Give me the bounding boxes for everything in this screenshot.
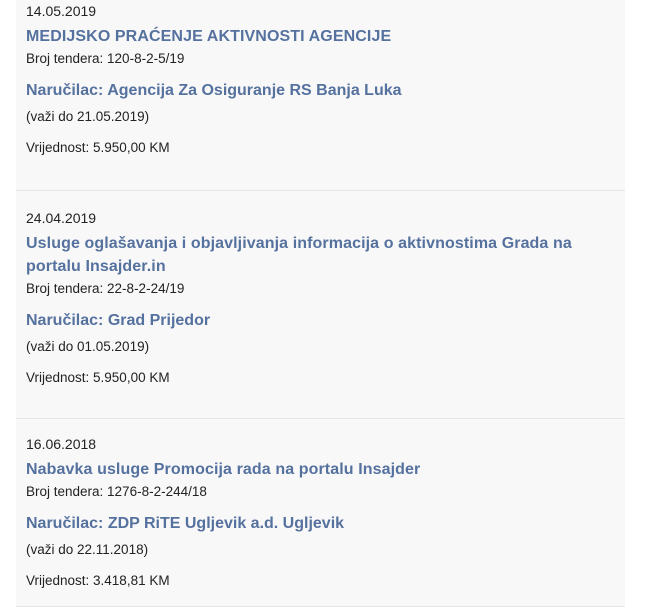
tender-card — [16, 419, 625, 607]
tender-client-link[interactable]: Naručilac: Grad Prijedor — [26, 312, 211, 329]
tender-valid-until: (važi do 22.11.2018) — [26, 542, 149, 557]
tender-title-link[interactable]: Nabavka usluge Promocija rada na portalu Insajder — [26, 461, 421, 478]
tender-title-link[interactable]: Usluge oglašavanja i objavljivanja informacija o aktivnostima Grada na portalu Insajder.in — [26, 235, 572, 275]
tender-value: Vrijednost: 3.418,81 KM — [26, 573, 170, 588]
tender-date: 16.06.2018 — [26, 436, 97, 452]
tender-client-link[interactable]: Naručilac: Agencija Za Osiguranje RS Banja Luka — [26, 82, 402, 99]
tender-list — [16, 0, 625, 607]
tender-value: Vrijednost: 5.950,00 KM — [26, 370, 170, 385]
tender-value: Vrijednost: 5.950,00 KM — [26, 140, 170, 155]
tender-card — [16, 0, 625, 191]
tender-valid-until: (važi do 21.05.2019) — [26, 109, 150, 124]
tender-number: Broj tendera: 120-8-2-5/19 — [26, 51, 185, 66]
tender-date: 14.05.2019 — [26, 3, 97, 19]
tender-card — [16, 191, 625, 419]
tender-valid-until: (važi do 01.05.2019) — [26, 339, 150, 354]
tender-number: Broj tendera: 1276-8-2-244/18 — [26, 484, 207, 499]
tender-title-link[interactable]: MEDIJSKO PRAĆENJE AKTIVNOSTI AGENCIJE — [26, 28, 392, 45]
tender-client-link[interactable]: Naručilac: ZDP RiTE Ugljevik a.d. Ugljevik — [26, 515, 345, 532]
tender-number: Broj tendera: 22-8-2-24/19 — [26, 281, 185, 296]
tender-date: 24.04.2019 — [26, 210, 97, 226]
